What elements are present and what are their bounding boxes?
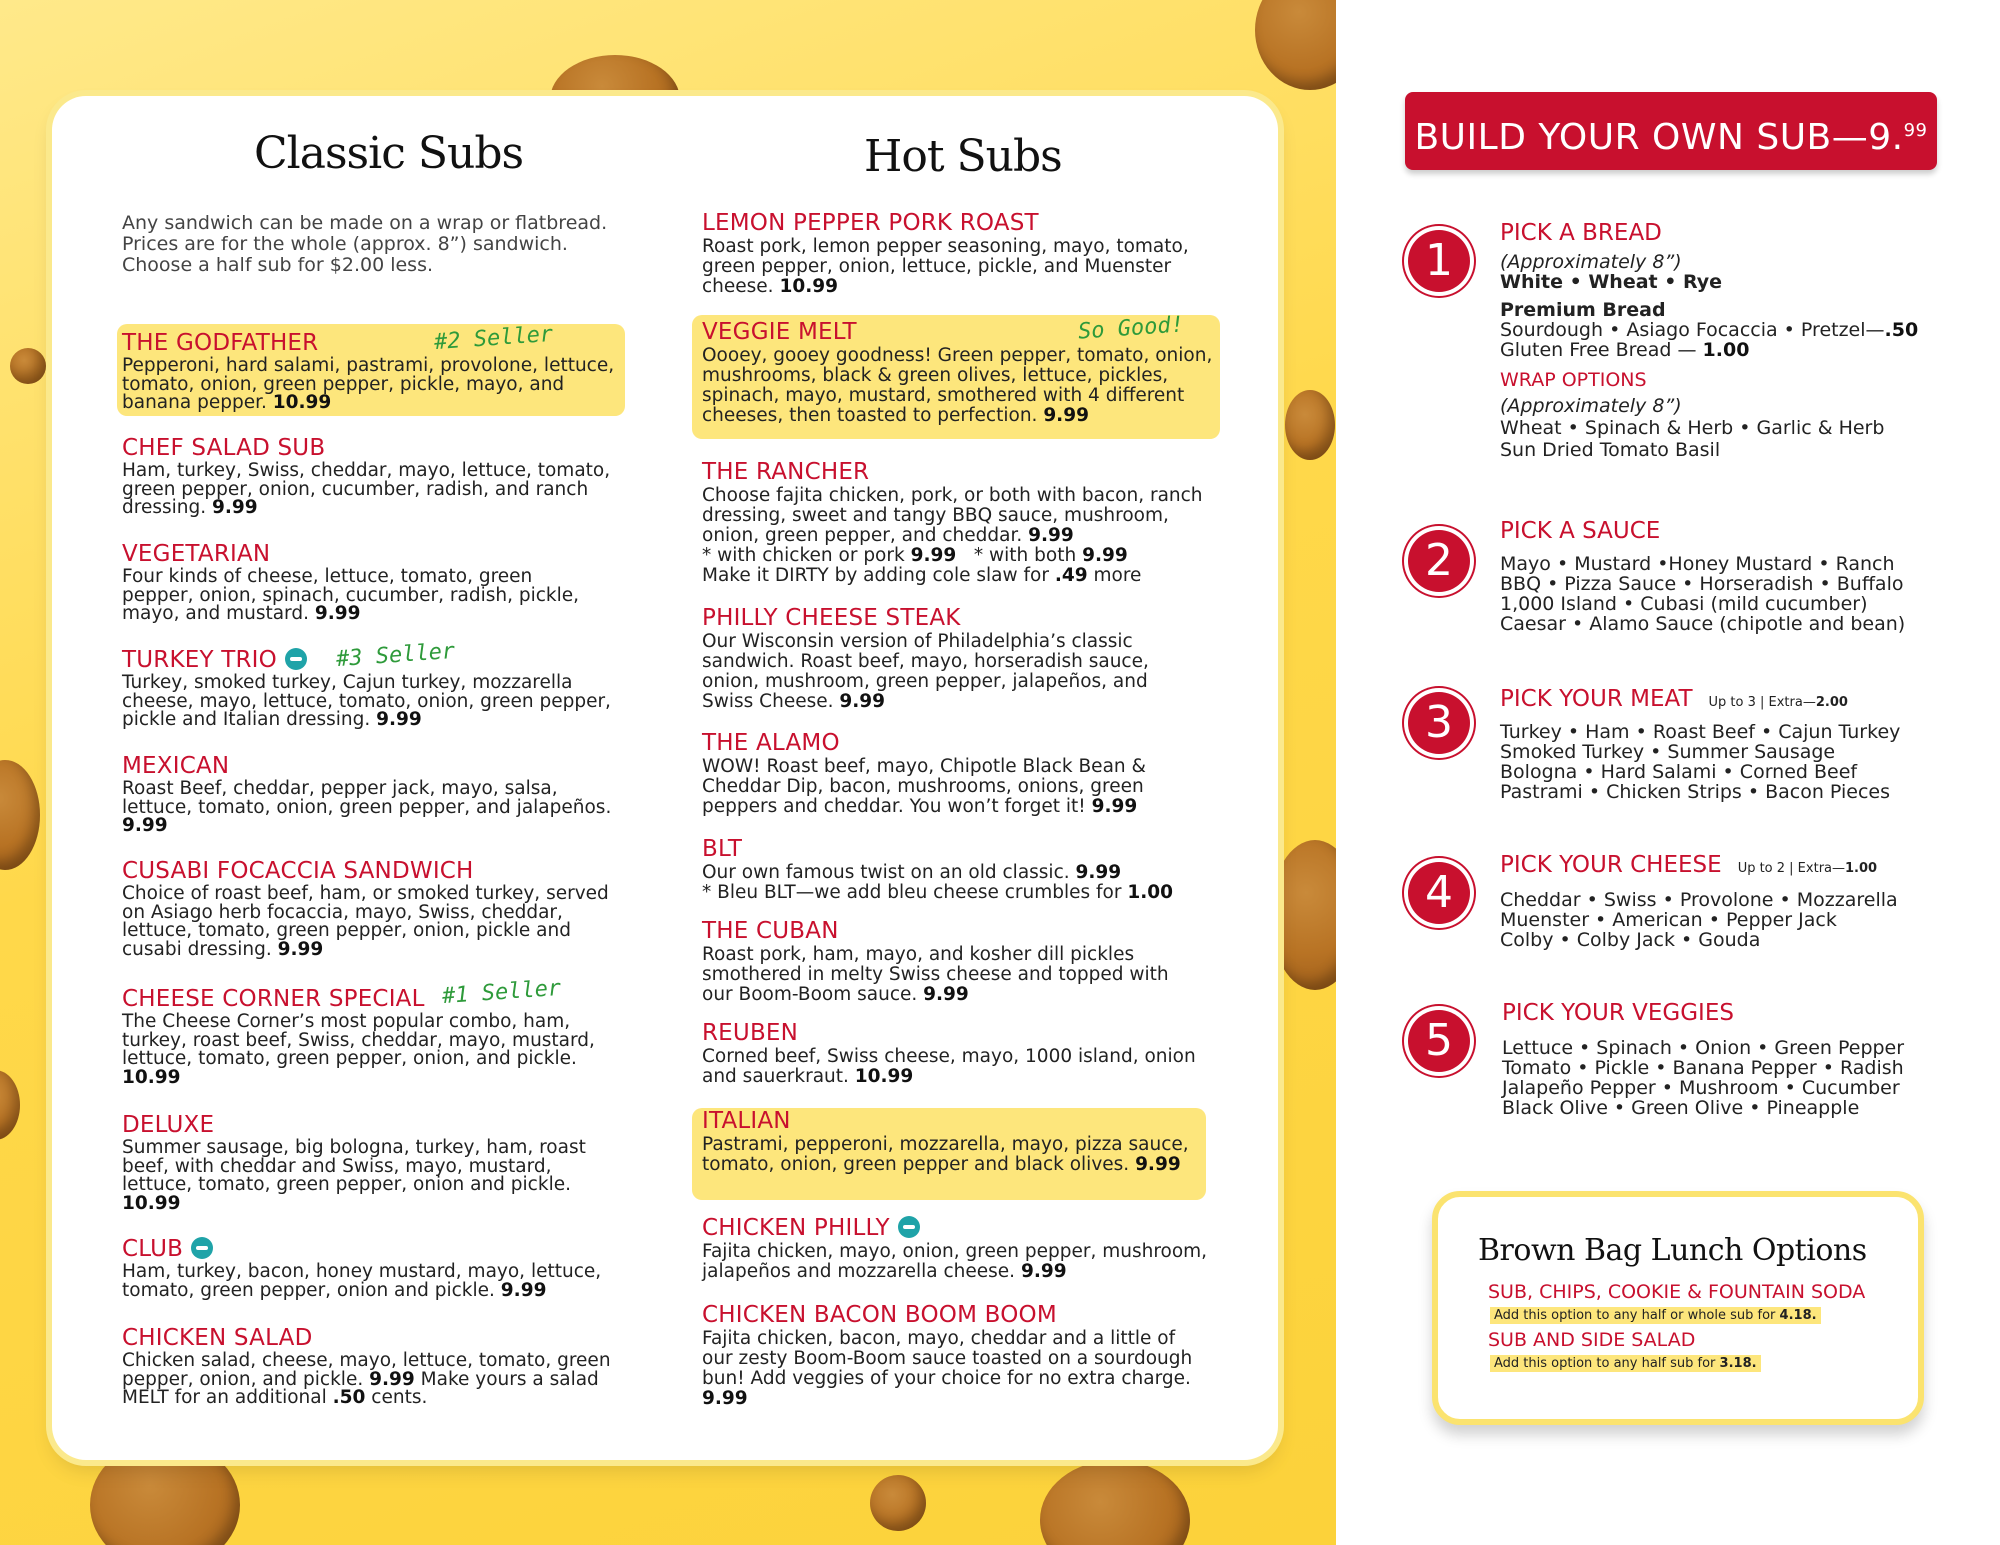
menu-item-chicken-philly	[702, 1215, 1212, 1282]
cheese-limit-note	[1738, 861, 1877, 876]
rancher-both-option: * with both	[973, 545, 1077, 566]
brown-bag-title: Brown Bag Lunch Options	[1478, 1233, 1867, 1268]
item-price: 10.99	[779, 276, 838, 297]
veggie-line: Lettuce • Spinach • Onion • Green Pepper	[1502, 1037, 1905, 1059]
option-1-note-text: Add this option to any half or whole sub for	[1494, 1308, 1780, 1323]
menu-item-club	[122, 1236, 622, 1300]
option-1-price: 4.18.	[1779, 1308, 1817, 1323]
item-price: 9.99	[923, 984, 969, 1005]
wrap-options-line: Sun Dried Tomato Basil	[1500, 439, 1721, 461]
brown-bag-box	[1432, 1191, 1924, 1425]
step-5-number: 5	[1408, 1010, 1470, 1072]
item-desc: Corned beef, Swiss cheese, mayo, 1000 island, onion and sauerkraut.	[702, 1046, 1196, 1087]
hot-pressed-icon	[191, 1237, 213, 1259]
item-name: THE ALAMO	[702, 730, 840, 756]
veggie-line: Jalapeño Pepper • Mushroom • Cucumber	[1502, 1077, 1900, 1099]
premium-bread-options: Sourdough • Asiago Focaccia • Pretzel—	[1500, 319, 1885, 341]
meat-line: Bologna • Hard Salami • Corned Beef	[1500, 761, 1858, 783]
meat-note-text: Up to 3 | Extra—	[1708, 695, 1816, 710]
seller-tag: #3 Seller	[335, 638, 456, 673]
item-price: 9.99	[314, 603, 361, 624]
sauce-line: Mayo • Mustard •Honey Mustard • Ranch	[1500, 553, 1895, 575]
step-1-number: 1	[1408, 230, 1470, 292]
cheese-hole	[10, 348, 46, 384]
step-3-title-text: PICK YOUR MEAT	[1500, 686, 1693, 712]
menu-item-rancher	[702, 459, 1222, 586]
step-5-body	[1502, 1038, 1942, 1118]
item-price: 9.99	[1091, 796, 1138, 817]
item-price: 9.99	[1020, 1261, 1067, 1282]
item-desc: Roast pork, ham, mayo, and kosher dill pickles smothered in melty Swiss cheese and topped with our Boom-Boom sauce.	[702, 944, 1169, 1005]
gluten-free-price: 1.00	[1702, 339, 1750, 361]
item-name: ITALIAN	[702, 1108, 791, 1134]
step-4-number: 4	[1408, 862, 1470, 924]
wrap-options-line: Wheat • Spinach & Herb • Garlic & Herb	[1500, 417, 1885, 439]
item-desc: Pepperoni, hard salami, pastrami, provolone, lettuce, tomato, onion, green pepper, pickle, mayo, and banana pepper.	[122, 355, 615, 413]
item-price: 1.00	[1127, 882, 1174, 903]
brown-bag-option-2: SUB AND SIDE SALAD	[1488, 1329, 1696, 1351]
byo-cents: 99	[1903, 120, 1928, 141]
step-1-title: PICK A BREAD	[1500, 220, 1662, 246]
hot-pressed-icon	[285, 648, 307, 670]
item-price: .49	[1054, 565, 1088, 586]
item-price: 9.99	[702, 1388, 748, 1409]
option-2-note-text: Add this option to any half sub for	[1494, 1356, 1720, 1371]
cheese-line: Colby • Colby Jack • Gouda	[1500, 929, 1761, 951]
menu-item-chef-salad	[122, 435, 632, 518]
step-3-body	[1500, 722, 1940, 802]
classic-intro: Any sandwich can be made on a wrap or flatbread. Prices are for the whole (approx. 8”) sandwich. Choose a half sub for $2.00 less.	[122, 212, 608, 276]
meat-extra-price: 2.00	[1815, 695, 1848, 710]
item-name: THE RANCHER	[702, 459, 870, 485]
premium-bread-price: .50	[1884, 319, 1919, 341]
sauce-line: BBQ • Pizza Sauce • Horseradish • Buffalo	[1500, 573, 1904, 595]
item-name: CHICKEN BACON BOOM BOOM	[702, 1302, 1057, 1328]
item-desc: Ham, turkey, bacon, honey mustard, mayo, lettuce, tomato, green pepper, onion and pickle.	[122, 1261, 602, 1301]
hot-pressed-icon	[898, 1216, 920, 1238]
item-name: CHEESE CORNER SPECIAL	[122, 986, 425, 1012]
item-price: 10.99	[272, 392, 332, 413]
item-price: 9.99	[500, 1279, 547, 1301]
item-name: LEMON PEPPER PORK ROAST	[702, 210, 1039, 236]
brown-bag-option-2-note	[1490, 1355, 1761, 1372]
item-desc: Oooey, gooey goodness! Green pepper, tomato, onion, mushrooms, black & green olives, lettuce, pickles, spinach, mayo, mustard, smothered with 4 different cheeses, then toasted to perfection.	[702, 345, 1213, 426]
item-name: CHICKEN SALAD	[122, 1325, 313, 1351]
cheese-extra-price: 1.00	[1845, 861, 1878, 876]
brown-bag-option-1-note	[1490, 1307, 1821, 1324]
item-desc: Pastrami, pepperoni, mozzarella, mayo, pizza sauce, tomato, onion, green pepper and black olives.	[702, 1134, 1189, 1175]
menu-item-alamo	[702, 730, 1202, 817]
cheese-line: Cheddar • Swiss • Provolone • Mozzarella	[1500, 889, 1898, 911]
brown-bag-option-1: SUB, CHIPS, COOKIE & FOUNTAIN SODA	[1488, 1281, 1866, 1303]
item-price: 9.99	[277, 938, 324, 960]
step-3-title	[1500, 686, 1848, 712]
item-desc: Roast pork, lemon pepper seasoning, mayo, tomato, green pepper, onion, lettuce, pickle, and Muenster cheese.	[702, 236, 1189, 297]
item-desc: Roast Beef, cheddar, pepper jack, mayo, salsa, lettuce, tomato, onion, green pepper, and jalapeños.	[122, 778, 612, 818]
menu-item-chicken-salad	[122, 1325, 622, 1408]
item-name: CLUB	[122, 1236, 184, 1262]
item-name: DELUXE	[122, 1112, 215, 1138]
item-desc: Chicken salad, cheese, mayo, lettuce, tomato, green pepper, onion, and pickle.	[122, 1350, 611, 1390]
item-name: CUSABI FOCACCIA SANDWICH	[122, 858, 474, 884]
build-your-own-banner	[1405, 92, 1937, 170]
bread-basic-options: White • Wheat • Rye	[1500, 271, 1723, 293]
menu-item-blt	[702, 836, 1202, 903]
item-price: 9.99	[369, 1368, 415, 1390]
menu-item-philly-cheese-steak	[702, 605, 1202, 712]
menu-item-cuban	[702, 918, 1202, 1005]
item-price: 9.99	[839, 691, 886, 712]
item-price: 9.99	[1135, 1154, 1181, 1175]
cheese-hole	[1270, 840, 1336, 990]
item-desc: WOW! Roast beef, mayo, Chipotle Black Bean & Cheddar Dip, bacon, mushrooms, onions, green peppers and cheddar. You won’t forget it!	[702, 756, 1146, 817]
cheese-line: Muenster • American • Pepper Jack	[1500, 909, 1837, 931]
byo-title: BUILD YOUR OWN SUB—9.	[1414, 117, 1904, 158]
item-extra-price: .50	[332, 1387, 366, 1408]
item-name: VEGETARIAN	[122, 541, 271, 567]
sauce-line: Caesar • Alamo Sauce (chipotle and bean)	[1500, 613, 1906, 635]
cheese-hole	[1285, 390, 1335, 460]
item-desc: Fajita chicken, mayo, onion, green pepper, mushroom, jalapeños and mozzarella cheese.	[702, 1241, 1208, 1282]
item-desc: Fajita chicken, bacon, mayo, cheddar and a little of our zesty Boom-Boom sauce toasted on a sourdough bun! Add veggies of your choice for no extra charge.	[702, 1328, 1193, 1389]
cheese-hole	[1040, 1460, 1190, 1545]
step-2-title: PICK A SAUCE	[1500, 518, 1661, 544]
item-name: MEXICAN	[122, 753, 230, 779]
item-desc: The Cheese Corner’s most popular combo, ham, turkey, roast beef, Swiss, cheddar, mayo, mustard, lettuce, tomato, green pepper, onion, and pickle.	[122, 1011, 595, 1069]
item-desc: Summer sausage, big bologna, turkey, ham, roast beef, with cheddar and Swiss, mayo, mustard, lettuce, tomato, green pepper, onion and pickle.	[122, 1137, 586, 1195]
menu-item-vegetarian	[122, 541, 602, 624]
item-price: 10.99	[122, 1066, 181, 1088]
rancher-dirty-option: Make it DIRTY by adding cole slaw for	[702, 565, 1049, 586]
item-name: TURKEY TRIO	[122, 647, 277, 673]
cheese-hole	[0, 1070, 20, 1140]
gluten-free-label: Gluten Free Bread —	[1500, 339, 1703, 361]
item-desc: Ham, turkey, Swiss, cheddar, mayo, lettuce, tomato, green pepper, onion, cucumber, radish, and ranch dressing.	[122, 460, 611, 518]
item-desc: Turkey, smoked turkey, Cajun turkey, mozzarella cheese, mayo, lettuce, tomato, onion, green pepper, pickle and Italian dressing.	[122, 672, 611, 730]
step-2-body	[1500, 554, 1940, 634]
item-price: 9.99	[376, 709, 422, 730]
veggie-line: Black Olive • Green Olive • Pineapple	[1502, 1097, 1860, 1119]
meat-line: Pastrami • Chicken Strips • Bacon Pieces	[1500, 781, 1890, 803]
rancher-chicken-option: * with chicken or pork	[702, 545, 905, 566]
step-4-title	[1500, 852, 1877, 878]
step-2-number: 2	[1408, 530, 1470, 592]
item-price: 10.99	[122, 1192, 181, 1214]
cheese-hole	[0, 760, 40, 870]
meat-limit-note	[1709, 695, 1848, 710]
item-price: 9.99	[1082, 545, 1128, 566]
item-desc: Four kinds of cheese, lettuce, tomato, green pepper, onion, spinach, cucumber, radish, pickle, mayo, and mustard.	[122, 566, 580, 624]
menu-item-reuben	[702, 1020, 1202, 1087]
item-desc: Our Wisconsin version of Philadelphia’s classic sandwich. Roast beef, mayo, horseradish sauce, onion, mushroom, green pepper, jalapeños, and Swiss Cheese.	[702, 631, 1149, 712]
classic-subs-title: Classic Subs	[254, 128, 524, 179]
seller-tag: #2 Seller	[433, 321, 554, 356]
item-name: PHILLY CHEESE STEAK	[702, 605, 961, 631]
wrap-options-title: WRAP OPTIONS	[1500, 369, 1647, 391]
menu-item-italian	[702, 1108, 1202, 1175]
item-name: THE GODFATHER	[122, 330, 319, 356]
so-good-tag: So Good!	[1077, 312, 1185, 345]
step-1-body	[1500, 252, 1940, 460]
menu-item-mexican	[122, 753, 622, 836]
cheese-note-text: Up to 2 | Extra—	[1737, 861, 1846, 876]
item-name: VEGGIE MELT	[702, 319, 857, 345]
step-5-title: PICK YOUR VEGGIES	[1502, 1000, 1734, 1026]
item-name: THE CUBAN	[702, 918, 839, 944]
step-4-body	[1500, 890, 1940, 950]
menu-item-chicken-bacon-boom-boom	[702, 1302, 1202, 1409]
item-name: REUBEN	[702, 1020, 799, 1046]
cheese-hole	[1255, 0, 1336, 90]
item-desc: Choice of roast beef, ham, or smoked turkey, served on Asiago herb focaccia, mayo, Swiss, cheddar, lettuce, tomato, green pepper, onion, pickle and cusabi dressing.	[122, 883, 609, 960]
item-desc: Choose fajita chicken, pork, or both with bacon, ranch dressing, sweet and tangy BBQ sauce, mushroom, onion, green pepper, and cheddar.	[702, 485, 1203, 546]
rancher-dirty-end: more	[1093, 565, 1142, 586]
seller-tag: #1 Seller	[441, 975, 562, 1010]
item-name: BLT	[702, 836, 743, 862]
item-price: 9.99	[1075, 862, 1122, 883]
hot-subs-title: Hot Subs	[864, 131, 1062, 182]
item-price: 9.99	[1043, 405, 1089, 426]
step-4-title-text: PICK YOUR CHEESE	[1500, 852, 1722, 878]
option-2-price: 3.18.	[1719, 1356, 1757, 1371]
cheese-hole	[870, 1475, 926, 1531]
bleu-blt-option: * Bleu BLT—we add bleu cheese crumbles for	[702, 882, 1122, 903]
item-name: CHICKEN PHILLY	[702, 1215, 890, 1241]
wrap-size-note: (Approximately 8”)	[1500, 395, 1682, 417]
premium-bread-label: Premium Bread	[1500, 299, 1666, 321]
item-price: 9.99	[1028, 525, 1074, 546]
item-name: CHEF SALAD SUB	[122, 435, 326, 461]
bread-size-note: (Approximately 8”)	[1500, 251, 1682, 273]
item-price: 9.99	[910, 545, 957, 566]
meat-line: Turkey • Ham • Roast Beef • Cajun Turkey	[1500, 721, 1901, 743]
meat-line: Smoked Turkey • Summer Sausage	[1500, 741, 1836, 763]
menu-item-lemon-pepper-pork	[702, 210, 1202, 297]
sauce-line: 1,000 Island • Cubasi (mild cucumber)	[1500, 593, 1868, 615]
step-3-number: 3	[1408, 692, 1470, 754]
item-price: 9.99	[211, 497, 258, 518]
item-price: 9.99	[122, 815, 168, 836]
menu-item-cusabi-focaccia	[122, 858, 632, 959]
veggie-line: Tomato • Pickle • Banana Pepper • Radish	[1502, 1057, 1904, 1079]
item-price: 10.99	[854, 1066, 914, 1087]
item-desc: Our own famous twist on an old classic.	[702, 862, 1070, 883]
item-extra: Make yours a salad MELT for an additional	[122, 1368, 599, 1408]
menu-item-deluxe	[122, 1112, 622, 1213]
item-extra-end: cents.	[371, 1387, 428, 1408]
